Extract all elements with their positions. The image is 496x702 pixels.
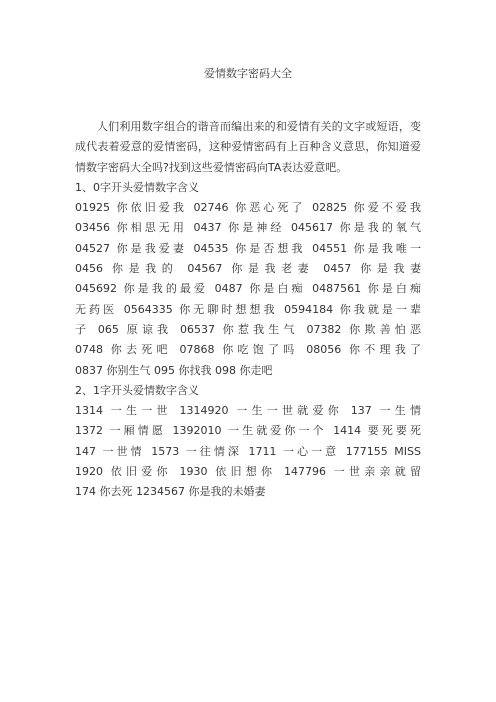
section-line: 1314 一生一世 1314920 一生一世就爱你 137 一生情 [75,404,421,418]
section-line: 无药医 0564335 你无聊时想想我 0594184 你我就是一辈 [75,302,421,316]
section-line: 0837 你别生气 095 你找我 098 你走吧 [75,363,273,377]
section-0-prefix [75,178,421,381]
document-body [75,117,421,503]
section-line: 045692 你是我的最爱 0487 你是白痴 0487561 你是白痴 [75,282,421,296]
section-line: 04527 你是我爱妻 04535 你是否想我 04551 你是我唯一 [75,241,421,255]
section-line: 01925 你依旧爱我 02746 你恶心死了 02825 你爱不爱我 [75,201,421,215]
page-title: 爱情数字密码大全 [204,67,292,80]
section-line: 子 065 原谅我 06537 你惹我生气 07382 你欺善怕恶 [75,322,421,336]
section-line: 0456 你是我的 04567 你是我老妻 0457 你是我妻 [75,262,421,276]
section-line: 147 一世情 1573 一往情深 1711 一心一意 177155 MISS [75,444,421,458]
section-line: 1920 依旧爱你 1930 依旧想你 147796 一世亲亲就留 [75,465,421,479]
section-line: 174 你去死 1234567 你是我的未婚妻 [75,485,266,499]
section-line: 0748 你去死吧 07868 你吃饱了吗 08056 你不理我了 [75,343,421,357]
intro-paragraph: 人们利用数字组合的谐音而编出来的和爱情有关的文字或短语，变成代表着爱意的爱情密码，这种爱情密码有上百种含义意思，你知道爱情数字密码大全吗?找到这些爱情密码向TA表达爱意吧。 [75,120,421,174]
section-line: 03456 你相思无用 0437 你是神经 045617 你是我的氧气 [75,221,421,235]
section-heading: 2、1字开头爱情数字含义 [75,383,199,397]
section-heading: 1、0字开头爱情数字含义 [75,180,199,194]
section-1-prefix [75,381,421,503]
section-line: 1372 一厢情愿 1392010 一生就爱你一个 1414 要死要死 [75,424,421,438]
